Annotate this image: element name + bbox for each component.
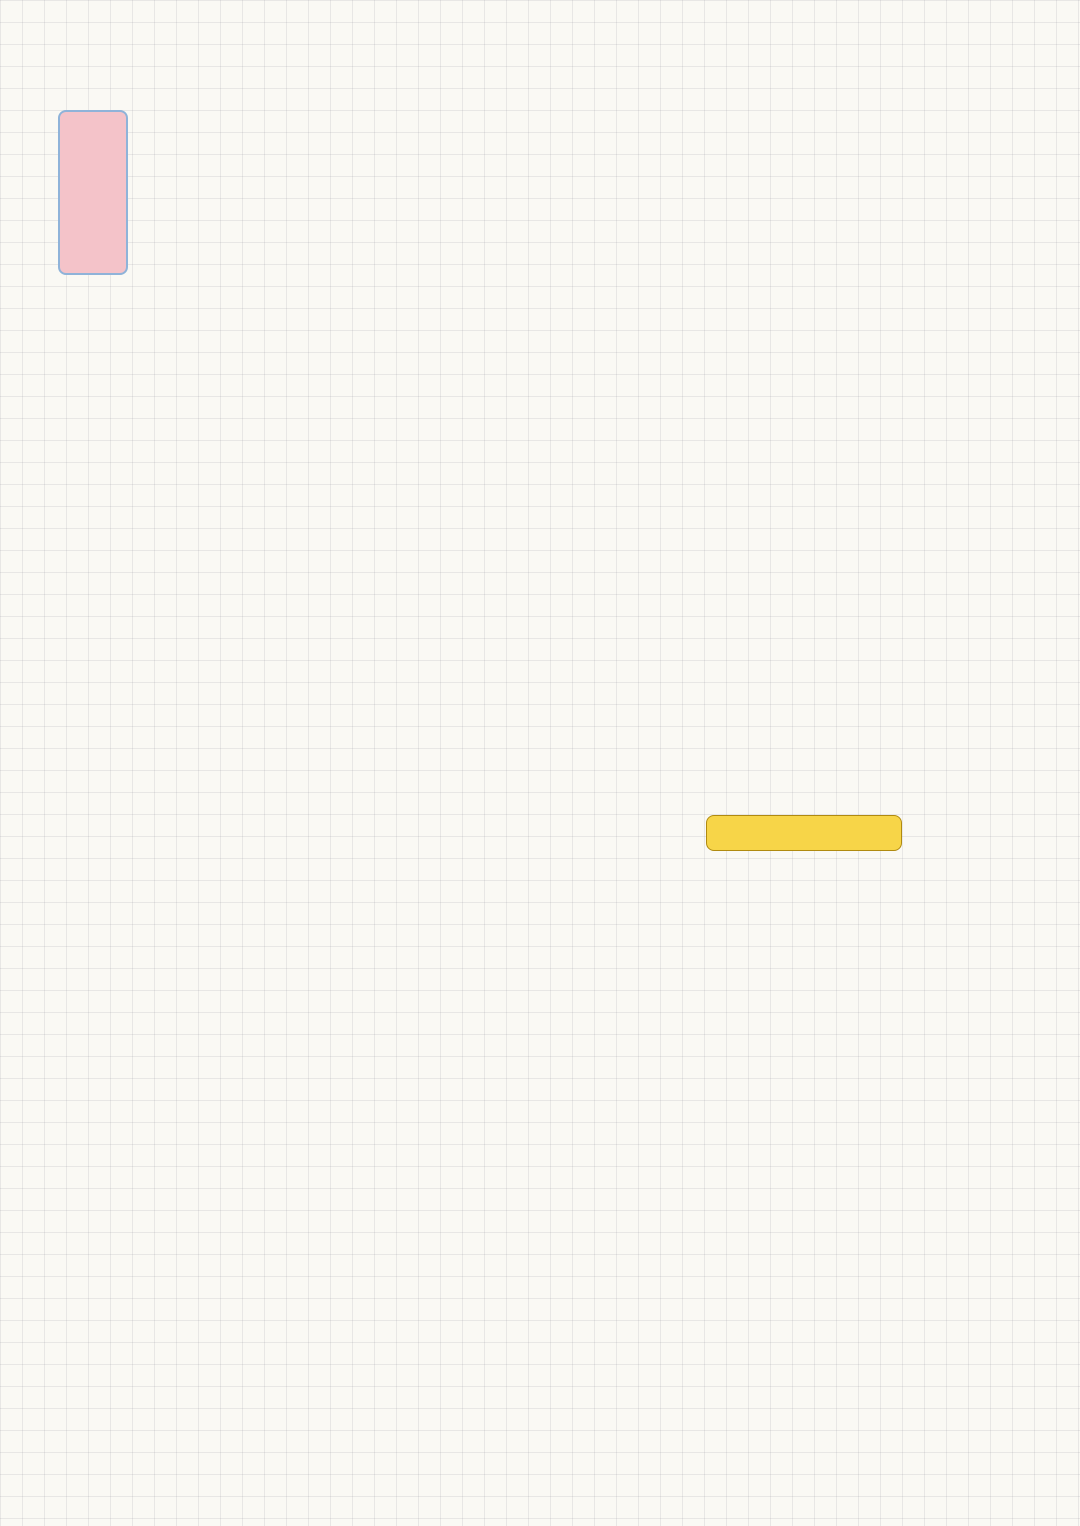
highlight-badge bbox=[706, 815, 902, 851]
wumen-shibian-box bbox=[58, 110, 128, 275]
wuxing-diagram bbox=[610, 860, 1010, 1260]
